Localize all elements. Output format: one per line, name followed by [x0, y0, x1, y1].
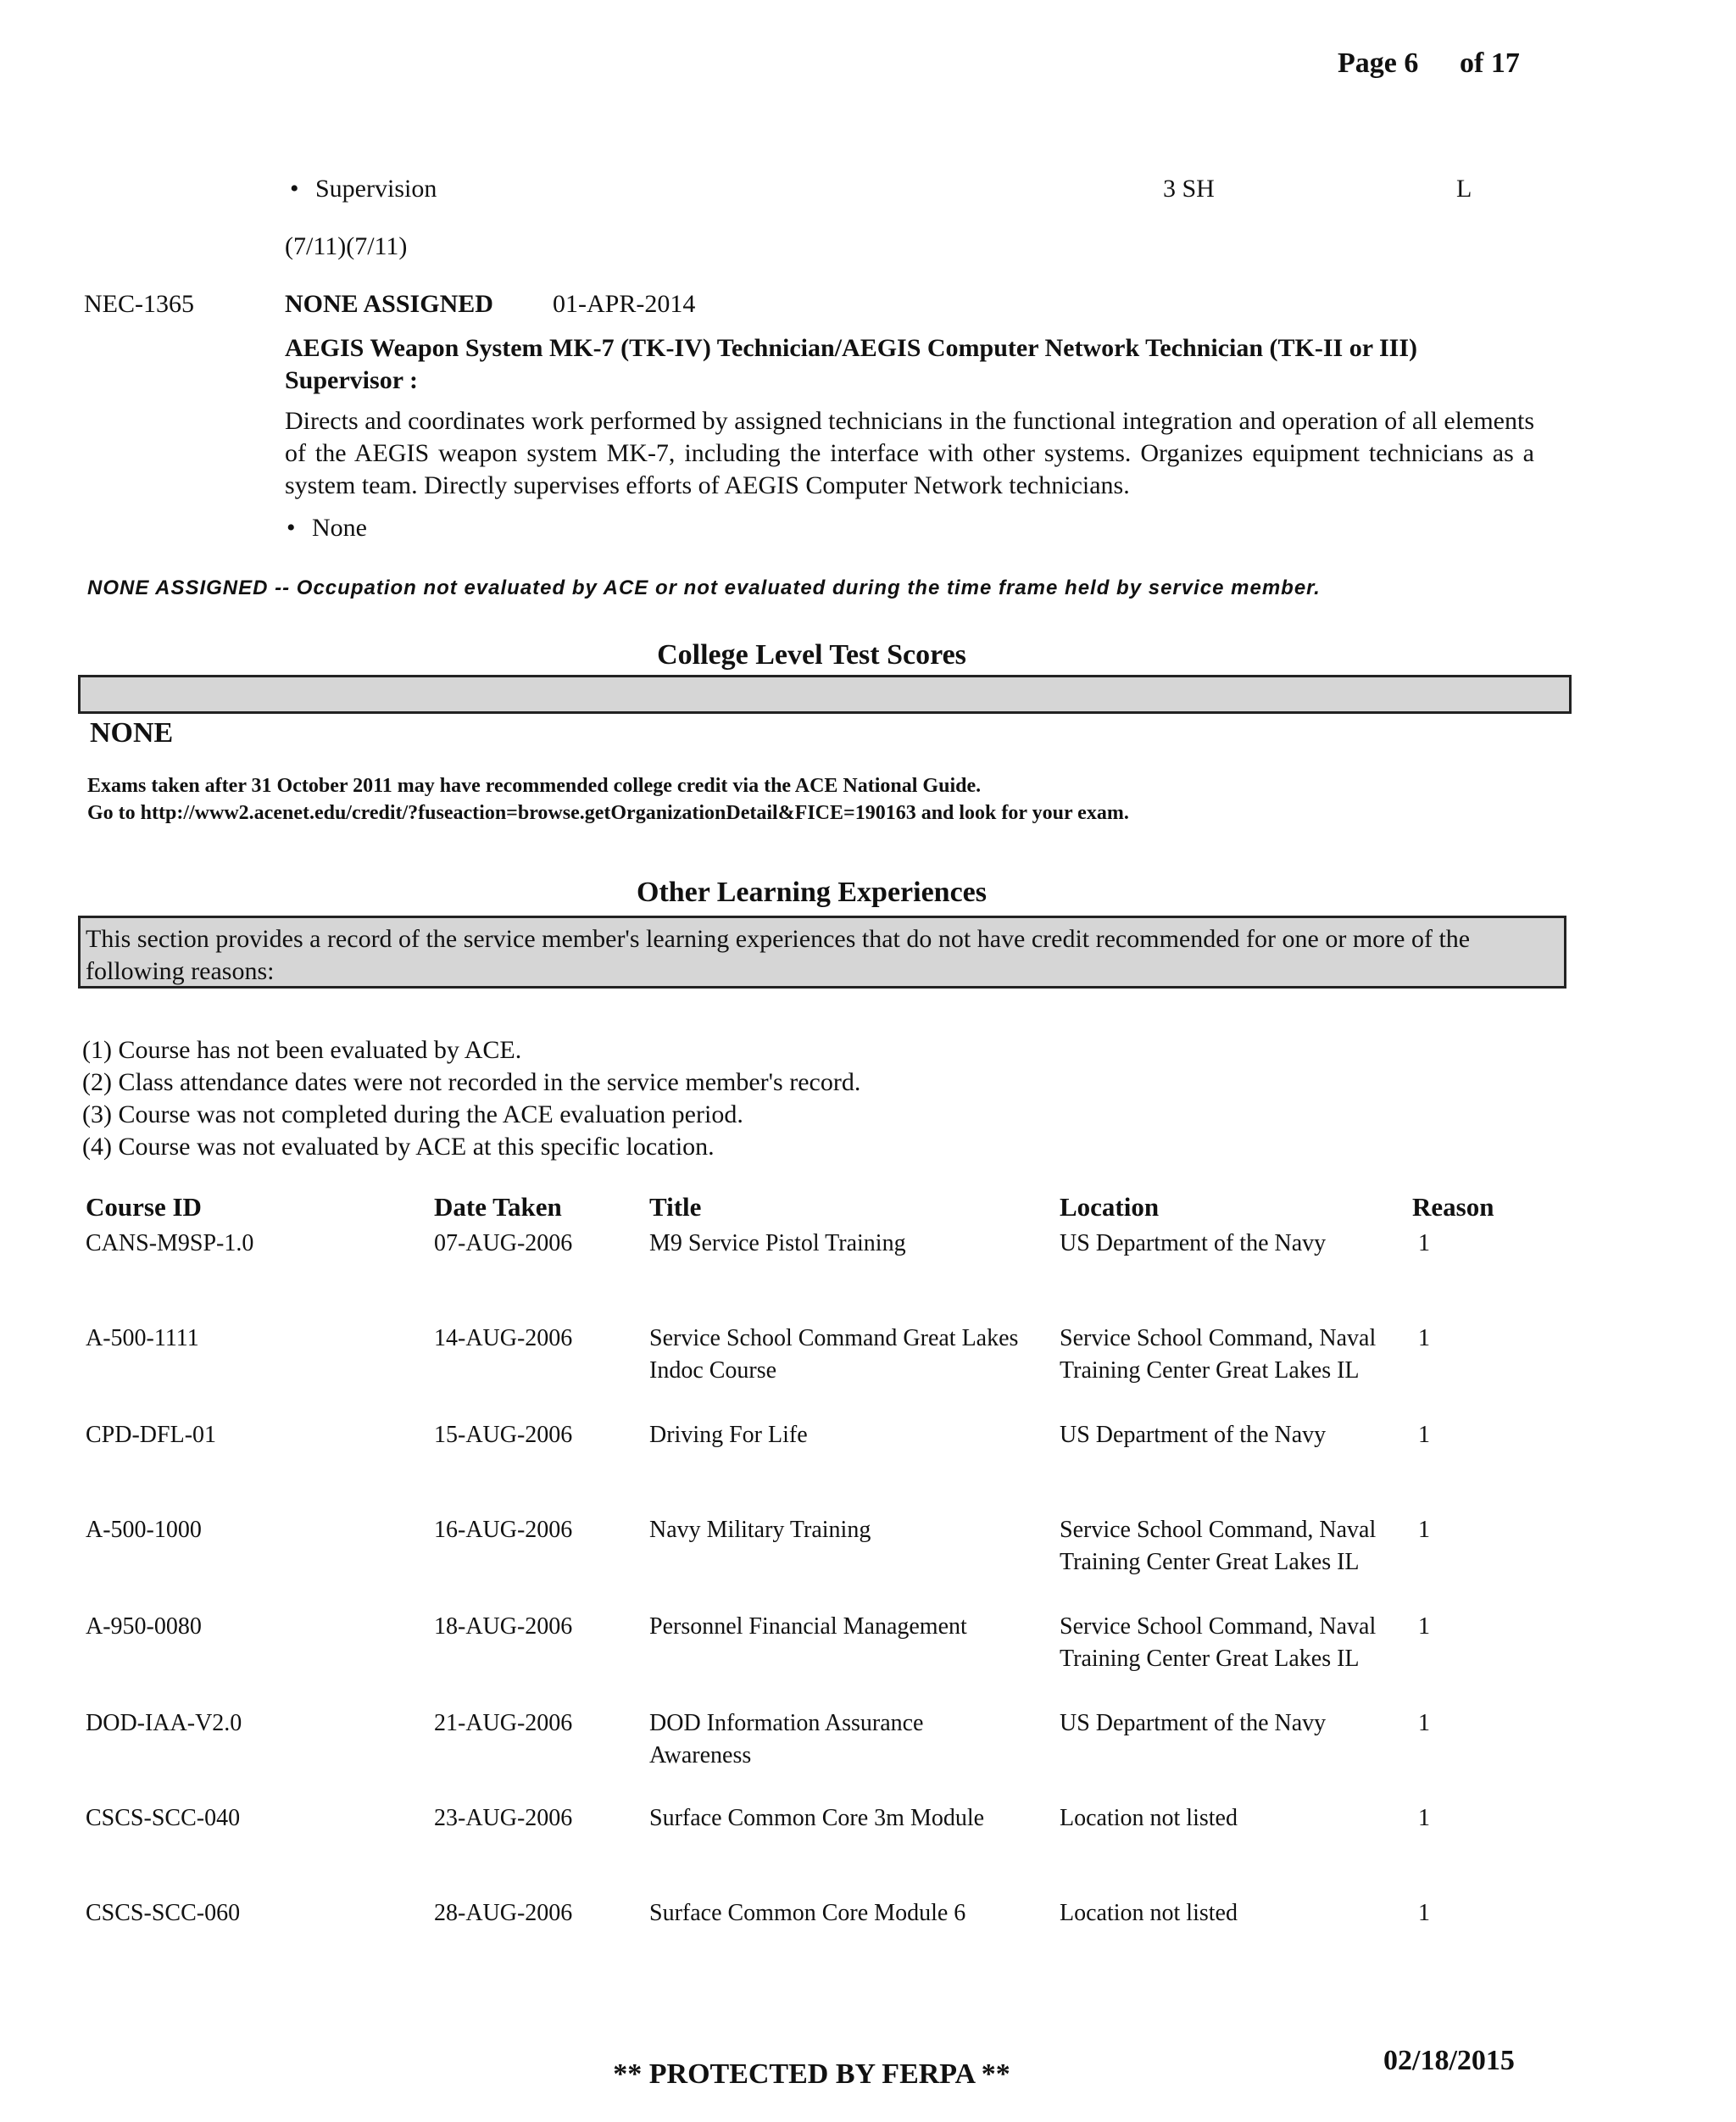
course-id: CSCS-SCC-040 — [86, 1805, 241, 1831]
prior-entry-dates: (7/11)(7/11) — [285, 232, 408, 260]
course-title: DOD Information Assurance Awareness — [649, 1710, 924, 1768]
footer-date: 02/18/2015 — [1383, 2045, 1515, 2076]
course-title: Personnel Financial Management — [649, 1613, 967, 1640]
date-taken: 18-AUG-2006 — [434, 1613, 573, 1640]
course-location: US Department of the Navy — [1060, 1230, 1327, 1256]
page-number: Page 6 — [1338, 47, 1419, 79]
date-taken: 15-AUG-2006 — [434, 1422, 573, 1448]
column-header-date-taken: Date Taken — [434, 1192, 562, 1222]
course-location: US Department of the Navy — [1060, 1710, 1327, 1736]
column-header-title: Title — [649, 1192, 702, 1222]
course-title: Surface Common Core Module 6 — [649, 1900, 966, 1926]
course-id: DOD-IAA-V2.0 — [86, 1710, 242, 1736]
reason-item: (1) Course has not been evaluated by ACE. — [82, 1036, 522, 1064]
reason-item: (3) Course was not completed during the ACE evaluation period. — [82, 1100, 743, 1128]
course-id: A-500-1000 — [86, 1517, 202, 1543]
course-reason: 1 — [1418, 1422, 1430, 1448]
course-id: CANS-M9SP-1.0 — [86, 1230, 254, 1256]
course-title: Service School Command Great Lakes Indoc Course — [649, 1325, 1019, 1384]
course-id: CPD-DFL-01 — [86, 1422, 217, 1448]
prior-entry-level: L — [1456, 175, 1472, 203]
course-location: Service School Command, Naval Training Center Great Lakes IL — [1060, 1517, 1377, 1575]
course-location: Service School Command, Naval Training Center Great Lakes IL — [1060, 1613, 1377, 1672]
exam-note-line1: Exams taken after 31 October 2011 may have recommended college credit via the ACE National Guide. — [87, 775, 982, 797]
column-header-course-id: Course ID — [86, 1192, 202, 1222]
course-id: CSCS-SCC-060 — [86, 1900, 241, 1926]
course-reason: 1 — [1418, 1230, 1430, 1256]
reason-item: (2) Class attendance dates were not recorded in the service member's record. — [82, 1068, 861, 1096]
course-reason: 1 — [1418, 1517, 1430, 1543]
course-id: A-950-0080 — [86, 1613, 202, 1640]
prior-entry-bullet: • Supervision — [315, 173, 437, 205]
college-tests-title: College Level Test Scores — [657, 639, 966, 671]
course-title: Driving For Life — [649, 1422, 808, 1448]
nec-title-continued: Supervisor : — [285, 366, 418, 394]
date-taken: 28-AUG-2006 — [434, 1900, 573, 1926]
course-location: US Department of the Navy — [1060, 1422, 1327, 1448]
date-taken: 16-AUG-2006 — [434, 1517, 573, 1543]
page-total: of 17 — [1460, 47, 1520, 79]
ferpa-notice: ** PROTECTED BY FERPA ** — [613, 2058, 1010, 2090]
course-id: A-500-1111 — [86, 1325, 199, 1351]
course-reason: 1 — [1418, 1805, 1430, 1831]
course-reason: 1 — [1418, 1613, 1430, 1640]
course-reason: 1 — [1418, 1900, 1430, 1926]
reason-item: (4) Course was not evaluated by ACE at this specific location. — [82, 1133, 715, 1161]
nec-status: NONE ASSIGNED — [285, 290, 493, 318]
other-learning-title: Other Learning Experiences — [637, 877, 987, 908]
none-assigned-note: NONE ASSIGNED -- Occupation not evaluated by ACE or not evaluated during the time frame held by service member. — [87, 576, 1321, 599]
date-taken: 14-AUG-2006 — [434, 1325, 573, 1351]
prior-entry-credit: 3 SH — [1163, 175, 1215, 203]
nec-description: Directs and coordinates work performed by assigned technicians in the functional integration and operation of all elements of the AEGIS weapon system MK-7, including the interface with other systems. Organizes equipment technicians as a system team. Directly supervises efforts of AEGIS Computer Network technicians. — [285, 407, 1534, 499]
nec-bullet: • None — [312, 512, 367, 544]
column-header-reason: Reason — [1412, 1192, 1494, 1222]
course-location: Location not listed — [1060, 1900, 1238, 1926]
nec-date: 01-APR-2014 — [553, 290, 696, 318]
course-title: M9 Service Pistol Training — [649, 1230, 906, 1256]
nec-code: NEC-1365 — [84, 290, 194, 318]
exam-note-line2: Go to http://www2.acenet.edu/credit/?fuseaction=browse.getOrganizationDetail&FICE=190163 and look for your exam. — [87, 802, 1129, 824]
course-location: Location not listed — [1060, 1805, 1238, 1831]
college-tests-header-bar — [78, 675, 1572, 714]
nec-title: AEGIS Weapon System MK-7 (TK-IV) Technician/AEGIS Computer Network Technician (TK-II or III) — [285, 334, 1417, 362]
date-taken: 21-AUG-2006 — [434, 1710, 573, 1736]
other-learning-intro: This section provides a record of the service member's learning experiences that do not have credit recommended for one or more of the following reasons: — [78, 916, 1566, 989]
course-reason: 1 — [1418, 1325, 1430, 1351]
course-title: Navy Military Training — [649, 1517, 871, 1543]
course-title: Surface Common Core 3m Module — [649, 1805, 985, 1831]
course-reason: 1 — [1418, 1710, 1430, 1736]
college-tests-value: NONE — [90, 717, 174, 749]
column-header-location: Location — [1060, 1192, 1160, 1222]
course-location: Service School Command, Naval Training Center Great Lakes IL — [1060, 1325, 1377, 1384]
date-taken: 07-AUG-2006 — [434, 1230, 573, 1256]
date-taken: 23-AUG-2006 — [434, 1805, 573, 1831]
